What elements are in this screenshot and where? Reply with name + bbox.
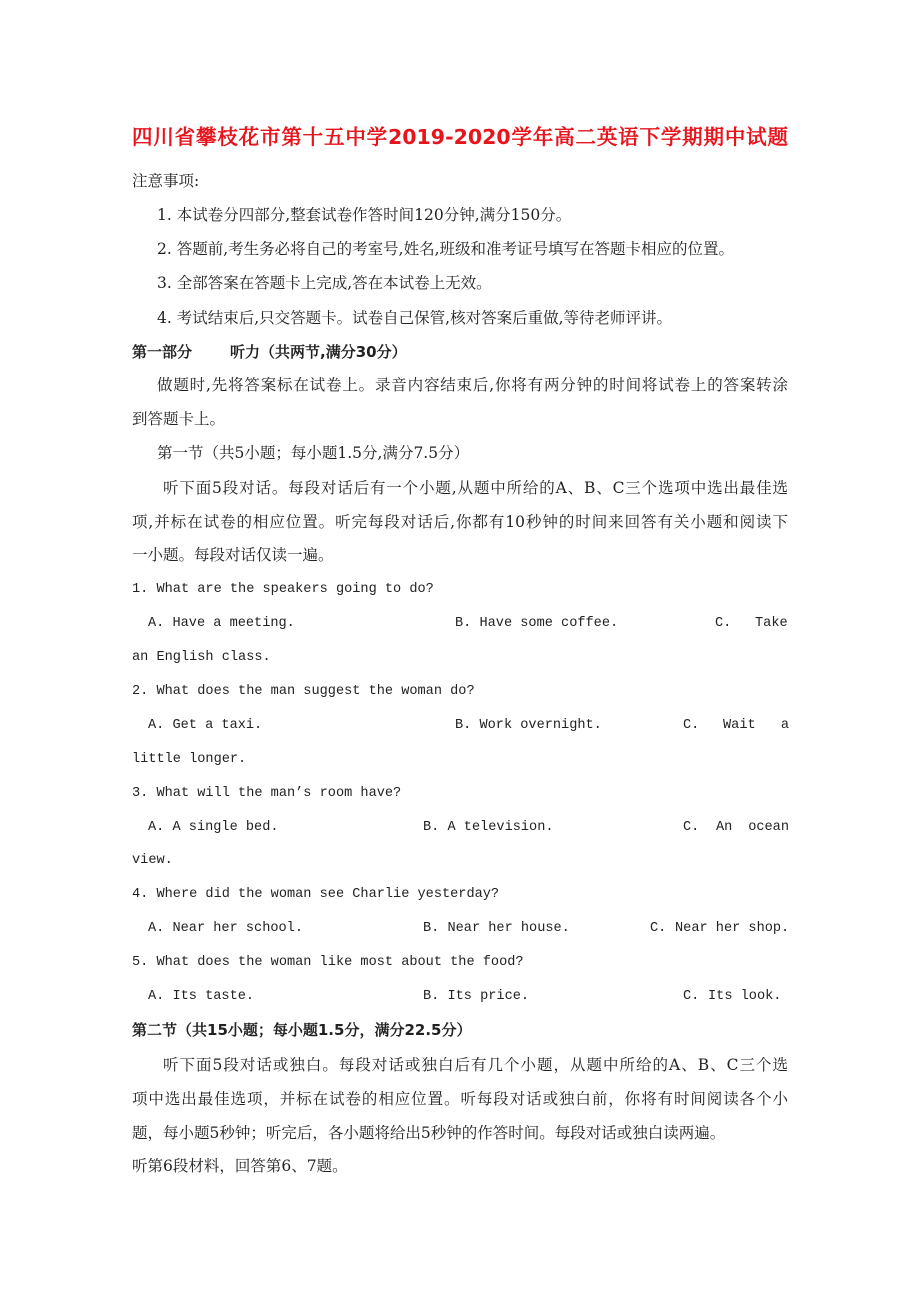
option-b: B. Near her house.	[423, 921, 570, 936]
part1-heading-title: 听力（共两节,满分30分）	[230, 343, 407, 361]
part1-intro: 做题时,先将答案标在试卷上。录音内容结束后,你将有两分钟的时间将试卷上的答案转涂	[157, 376, 788, 394]
option-c: Wait a	[723, 718, 789, 733]
section2-instructions: 听下面5段对话或独白。每段对话或独白后有几个小题，从题中所给的A、B、C三个选	[163, 1056, 788, 1074]
option-b: B. Work overnight.	[455, 718, 602, 733]
option-c: Near her shop.	[675, 921, 790, 936]
section1-instructions: 听下面5段对话。每段对话后有一个小题,从题中所给的A、B、C三个选项中选出最佳选	[163, 479, 788, 497]
notice-item: 4. 考试结束后,只交答题卡。试卷自己保管,核对答案后重做,等待老师评讲。	[157, 309, 672, 327]
option-a: A. Get a taxi.	[148, 718, 263, 733]
option-c-label: C.	[650, 921, 667, 936]
option-c-label: C.	[683, 820, 700, 835]
part1-intro: 到答题卡上。	[132, 410, 226, 428]
option-c: Its look.	[708, 989, 782, 1004]
section1-instructions: 项,并标在试卷的相应位置。听完每段对话后,你都有10秒钟的时间来回答有关小题和阅读下	[132, 513, 788, 531]
section2-heading: 第二节（共15小题；每小题1.5分，满分22.5分）	[132, 1021, 472, 1039]
question-2: 2. What does the man suggest the woman do?	[132, 684, 475, 699]
option-c-continued: an English class.	[132, 650, 271, 665]
question-4: 4. Where did the woman see Charlie yesterday?	[132, 887, 500, 902]
question-1: 1. What are the speakers going to do?	[132, 582, 434, 597]
section1-instructions: 一小题。每段对话仅读一遍。	[132, 546, 334, 564]
option-b: B. Its price.	[423, 989, 530, 1004]
option-c-continued: view.	[132, 853, 173, 868]
option-c-continued: little longer.	[132, 752, 247, 767]
notice-item: 2. 答题前,考生务必将自己的考室号,姓名,班级和准考证号填写在答题卡相应的位置。	[157, 240, 734, 258]
option-a: A. A single bed.	[148, 820, 279, 835]
question-5: 5. What does the woman like most about the food?	[132, 955, 524, 970]
part1-heading-label: 第一部分	[132, 343, 193, 361]
option-c-label: C.	[715, 616, 732, 631]
option-c: Take	[755, 616, 788, 631]
option-c-label: C.	[683, 989, 700, 1004]
option-a: A. Have a meeting.	[148, 616, 295, 631]
option-c: An ocean	[716, 820, 789, 835]
notice-heading: 注意事项:	[132, 172, 200, 190]
material-instruction: 听第6段材料，回答第6、7题。	[132, 1157, 348, 1175]
document-title: 四川省攀枝花市第十五中学2019-2020学年高二英语下学期期中试题	[132, 125, 788, 149]
section1-heading: 第一节（共5小题；每小题1.5分,满分7.5分）	[157, 444, 470, 462]
option-c-label: C.	[683, 718, 700, 733]
option-b: B. A television.	[423, 820, 554, 835]
notice-item: 1. 本试卷分四部分,整套试卷作答时间120分钟,满分150分。	[157, 206, 572, 224]
notice-item: 3. 全部答案在答题卡上完成,答在本试卷上无效。	[157, 274, 492, 292]
question-3: 3. What will the man’s room have?	[132, 786, 402, 801]
option-a: A. Near her school.	[148, 921, 303, 936]
option-a: A. Its taste.	[148, 989, 255, 1004]
section2-instructions: 题，每小题5秒钟；听完后，各小题将给出5秒钟的作答时间。每段对话或独白读两遍。	[132, 1124, 726, 1142]
section2-instructions: 项中选出最佳选项，并标在试卷的相应位置。听每段对话或独白前，你将有时间阅读各个小	[132, 1090, 788, 1108]
option-b: B. Have some coffee.	[455, 616, 619, 631]
